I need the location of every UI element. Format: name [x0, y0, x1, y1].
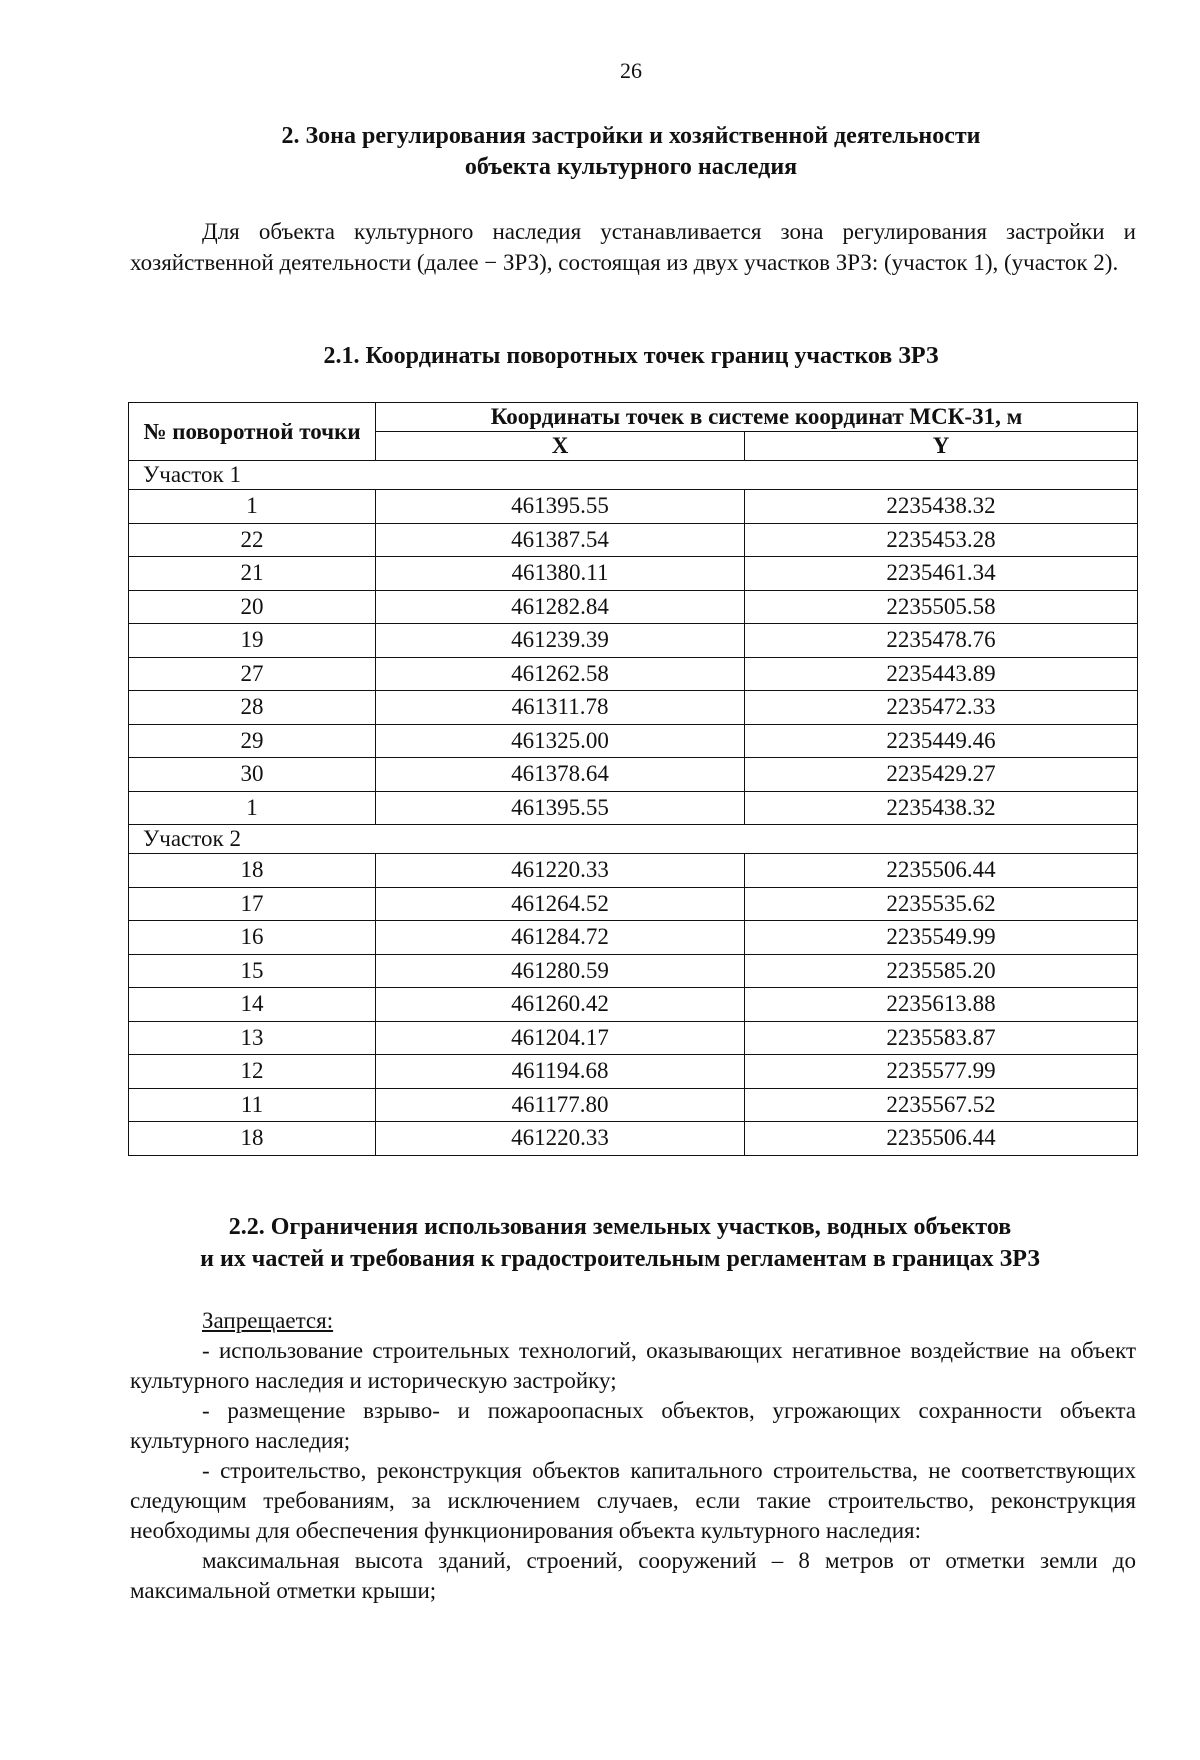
- table-row: [129, 954, 1138, 988]
- table-row: [129, 1055, 1138, 1089]
- point-number-cell: 11: [129, 1088, 376, 1122]
- x-coordinate-cell: 461262.58: [376, 657, 745, 691]
- table-row: [129, 657, 1138, 691]
- y-coordinate-cell: 2235472.33: [745, 691, 1138, 725]
- x-coordinate-cell: 461395.55: [376, 791, 745, 825]
- table-row: [129, 887, 1138, 921]
- y-coordinate-cell: 2235453.28: [745, 523, 1138, 557]
- table-row: [129, 1021, 1138, 1055]
- header-y: Y: [745, 432, 1138, 461]
- x-coordinate-cell: 461325.00: [376, 724, 745, 758]
- table-section-row: [129, 825, 1138, 854]
- x-coordinate-cell: 461284.72: [376, 921, 745, 955]
- point-number-cell: 15: [129, 954, 376, 988]
- section-2-2-title-line1: 2.2. Ограничения использования земельных участков, водных объектов: [228, 1214, 1012, 1240]
- y-coordinate-cell: 2235478.76: [745, 624, 1138, 658]
- point-number-cell: 18: [129, 1122, 376, 1156]
- y-coordinate-cell: 2235613.88: [745, 988, 1138, 1022]
- prohibited-label: Запрещается:: [202, 1308, 334, 1333]
- table-row: [129, 557, 1138, 591]
- x-coordinate-cell: 461177.80: [376, 1088, 745, 1122]
- table-row: [129, 988, 1138, 1022]
- x-coordinate-cell: 461380.11: [376, 557, 745, 591]
- x-coordinate-cell: 461220.33: [376, 854, 745, 888]
- x-coordinate-cell: 461220.33: [376, 1122, 745, 1156]
- y-coordinate-cell: 2235438.32: [745, 490, 1138, 524]
- coordinates-table-body: [129, 461, 1138, 1156]
- x-coordinate-cell: 461387.54: [376, 523, 745, 557]
- restrictions-block: [130, 1306, 1136, 1606]
- y-coordinate-cell: 2235585.20: [745, 954, 1138, 988]
- table-row: [129, 590, 1138, 624]
- table-section-row: [129, 461, 1138, 490]
- y-coordinate-cell: 2235461.34: [745, 557, 1138, 591]
- point-number-cell: 1: [129, 490, 376, 524]
- point-number-cell: 28: [129, 691, 376, 725]
- table-row: [129, 624, 1138, 658]
- point-number-cell: 1: [129, 791, 376, 825]
- x-coordinate-cell: 461260.42: [376, 988, 745, 1022]
- table-section-label: Участок 1: [129, 461, 1138, 490]
- section-2-heading: [0, 121, 1200, 183]
- point-number-cell: 16: [129, 921, 376, 955]
- y-coordinate-cell: 2235443.89: [745, 657, 1138, 691]
- section-2-1-heading: 2.1. Координаты поворотных точек границ участков ЗРЗ: [323, 343, 939, 369]
- point-number-cell: 27: [129, 657, 376, 691]
- table-section-label: Участок 2: [129, 825, 1138, 854]
- x-coordinate-cell: 461264.52: [376, 887, 745, 921]
- x-coordinate-cell: 461282.84: [376, 590, 745, 624]
- y-coordinate-cell: 2235429.27: [745, 758, 1138, 792]
- x-coordinate-cell: 461239.39: [376, 624, 745, 658]
- y-coordinate-cell: 2235506.44: [745, 1122, 1138, 1156]
- y-coordinate-cell: 2235505.58: [745, 590, 1138, 624]
- y-coordinate-cell: 2235438.32: [745, 791, 1138, 825]
- section-2-2-heading: [20, 1211, 1200, 1275]
- point-number-cell: 18: [129, 854, 376, 888]
- coordinates-table: [128, 402, 1138, 1156]
- table-row: [129, 921, 1138, 955]
- x-coordinate-cell: 461194.68: [376, 1055, 745, 1089]
- point-number-cell: 21: [129, 557, 376, 591]
- point-number-cell: 17: [129, 887, 376, 921]
- page-number: 26: [620, 58, 642, 83]
- table-row: [129, 758, 1138, 792]
- point-number-cell: 13: [129, 1021, 376, 1055]
- header-coordinates: Координаты точек в системе координат МСК-31, м: [376, 403, 1138, 432]
- restriction-item: максимальная высота зданий, строений, сооружений – 8 метров от отметки земли до максимальной отметки крыши;: [130, 1548, 1136, 1603]
- section-2-title-line1: 2. Зона регулирования застройки и хозяйственной деятельности: [281, 123, 981, 149]
- table-row: [129, 490, 1138, 524]
- table-row: [129, 1088, 1138, 1122]
- table-row: [129, 791, 1138, 825]
- y-coordinate-cell: 2235535.62: [745, 887, 1138, 921]
- table-row: [129, 691, 1138, 725]
- y-coordinate-cell: 2235583.87: [745, 1021, 1138, 1055]
- restriction-item: - использование строительных технологий, оказывающих негативное воздействие на объект культурного наследия и историческую застройку;: [130, 1338, 1136, 1393]
- point-number-cell: 12: [129, 1055, 376, 1089]
- table-row: [129, 724, 1138, 758]
- point-number-cell: 22: [129, 523, 376, 557]
- restriction-item: - размещение взрыво- и пожароопасных объектов, угрожающих сохранности объекта культурного наследия;: [130, 1398, 1136, 1453]
- y-coordinate-cell: 2235549.99: [745, 921, 1138, 955]
- y-coordinate-cell: 2235506.44: [745, 854, 1138, 888]
- x-coordinate-cell: 461311.78: [376, 691, 745, 725]
- y-coordinate-cell: 2235567.52: [745, 1088, 1138, 1122]
- restriction-item: - строительство, реконструкция объектов капитального строительства, не соответствующих следующим требованиям, за исключением случаев, если такие строительство, реконструкция необходимы для обеспечения функционирования объекта культурного наследия:: [130, 1458, 1136, 1543]
- section-2-title-line2: объекта культурного наследия: [464, 154, 798, 180]
- x-coordinate-cell: 461395.55: [376, 490, 745, 524]
- header-point-number: № поворотной точки: [129, 403, 376, 461]
- point-number-cell: 20: [129, 590, 376, 624]
- x-coordinate-cell: 461378.64: [376, 758, 745, 792]
- x-coordinate-cell: 461280.59: [376, 954, 745, 988]
- point-number-cell: 29: [129, 724, 376, 758]
- table-row: [129, 523, 1138, 557]
- point-number-cell: 19: [129, 624, 376, 658]
- y-coordinate-cell: 2235577.99: [745, 1055, 1138, 1089]
- table-row: [129, 1122, 1138, 1156]
- section-2-intro-paragraph: Для объекта культурного наследия устанавливается зона регулирования застройки и хозяйственной деятельности (далее − ЗРЗ), состоящая из двух участков ЗРЗ: (участок 1), (участок 2).: [130, 219, 1136, 275]
- point-number-cell: 30: [129, 758, 376, 792]
- x-coordinate-cell: 461204.17: [376, 1021, 745, 1055]
- table-row: [129, 854, 1138, 888]
- section-2-2-title-line2: и их частей и требования к градостроительным регламентам в границах ЗРЗ: [200, 1246, 1040, 1272]
- header-x: X: [376, 432, 745, 461]
- point-number-cell: 14: [129, 988, 376, 1022]
- y-coordinate-cell: 2235449.46: [745, 724, 1138, 758]
